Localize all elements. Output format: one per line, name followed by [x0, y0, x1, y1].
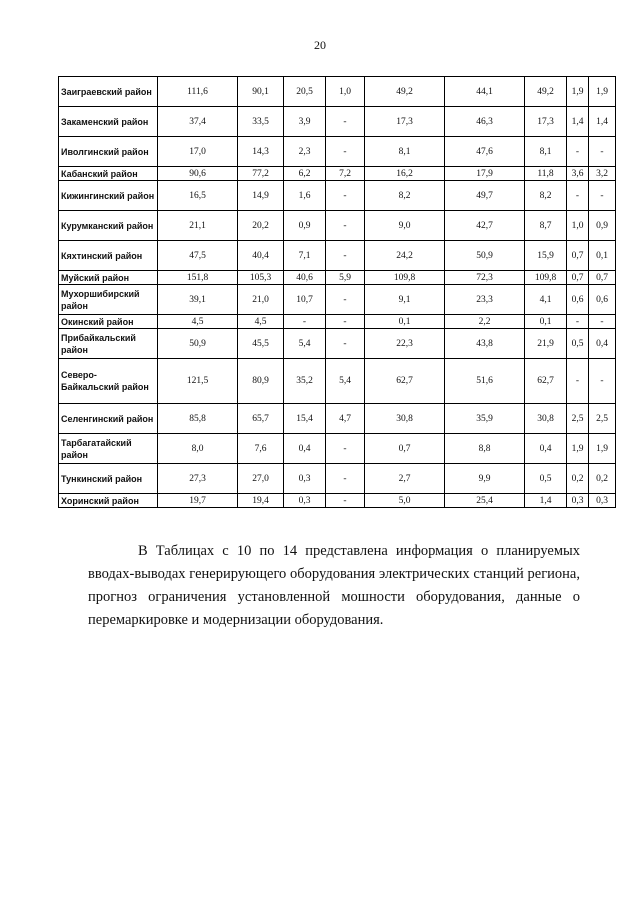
- value-cell: 14,3: [238, 137, 284, 167]
- value-cell: 44,1: [445, 77, 525, 107]
- value-cell: 35,9: [445, 404, 525, 434]
- value-cell: 19,4: [238, 494, 284, 508]
- district-name-cell: Тункинский район: [59, 464, 158, 494]
- value-cell: 0,5: [567, 329, 589, 359]
- district-name-cell: Заиграевский район: [59, 77, 158, 107]
- value-cell: 50,9: [445, 241, 525, 271]
- value-cell: 22,3: [365, 329, 445, 359]
- value-cell: 3,6: [567, 167, 589, 181]
- value-cell: 1,9: [589, 77, 616, 107]
- value-cell: 7,6: [238, 434, 284, 464]
- value-cell: 109,8: [525, 271, 567, 285]
- value-cell: 27,0: [238, 464, 284, 494]
- value-cell: 0,7: [567, 241, 589, 271]
- value-cell: 5,4: [326, 359, 365, 404]
- value-cell: 19,7: [158, 494, 238, 508]
- value-cell: 6,2: [284, 167, 326, 181]
- value-cell: 30,8: [525, 404, 567, 434]
- value-cell: 1,9: [567, 434, 589, 464]
- value-cell: 0,1: [365, 315, 445, 329]
- value-cell: 20,2: [238, 211, 284, 241]
- value-cell: 105,3: [238, 271, 284, 285]
- value-cell: 1,4: [567, 107, 589, 137]
- district-name-cell: Прибайкальский район: [59, 329, 158, 359]
- value-cell: 16,2: [365, 167, 445, 181]
- value-cell: 5,4: [284, 329, 326, 359]
- value-cell: 7,2: [326, 167, 365, 181]
- value-cell: 17,0: [158, 137, 238, 167]
- value-cell: 0,6: [589, 285, 616, 315]
- value-cell: -: [589, 359, 616, 404]
- value-cell: -: [326, 211, 365, 241]
- value-cell: 0,6: [567, 285, 589, 315]
- value-cell: 109,8: [365, 271, 445, 285]
- district-name-cell: Иволгинский район: [59, 137, 158, 167]
- value-cell: 50,9: [158, 329, 238, 359]
- table-row: [59, 315, 616, 329]
- table-row: [59, 434, 616, 464]
- value-cell: 5,9: [326, 271, 365, 285]
- value-cell: -: [567, 315, 589, 329]
- value-cell: 8,1: [525, 137, 567, 167]
- value-cell: -: [589, 181, 616, 211]
- value-cell: 42,7: [445, 211, 525, 241]
- value-cell: 45,5: [238, 329, 284, 359]
- value-cell: 9,0: [365, 211, 445, 241]
- value-cell: 85,8: [158, 404, 238, 434]
- table-row: [59, 77, 616, 107]
- value-cell: 2,2: [445, 315, 525, 329]
- value-cell: 27,3: [158, 464, 238, 494]
- value-cell: 8,1: [365, 137, 445, 167]
- value-cell: 11,8: [525, 167, 567, 181]
- table-row: [59, 107, 616, 137]
- value-cell: 10,7: [284, 285, 326, 315]
- value-cell: 0,9: [284, 211, 326, 241]
- value-cell: 3,2: [589, 167, 616, 181]
- value-cell: 8,7: [525, 211, 567, 241]
- value-cell: -: [326, 494, 365, 508]
- value-cell: 90,1: [238, 77, 284, 107]
- value-cell: -: [567, 359, 589, 404]
- district-name-cell: Муйский район: [59, 271, 158, 285]
- value-cell: -: [326, 107, 365, 137]
- district-name-cell: Окинский район: [59, 315, 158, 329]
- value-cell: 17,9: [445, 167, 525, 181]
- value-cell: 1,6: [284, 181, 326, 211]
- body-paragraph-text: В Таблицах с 10 по 14 представлена информация о планируемых вводах-выводах генерирующего оборудования электрических станций региона, прогноз ограничения установленной мошности оборудования, данные о перемаркировке и модернизации оборудования.: [88, 543, 580, 628]
- value-cell: 0,3: [589, 494, 616, 508]
- value-cell: 30,8: [365, 404, 445, 434]
- value-cell: 0,3: [567, 494, 589, 508]
- value-cell: 2,5: [589, 404, 616, 434]
- district-data-table: [58, 76, 616, 508]
- table-row: [59, 329, 616, 359]
- value-cell: 0,4: [525, 434, 567, 464]
- district-name-cell: Северо-Байкальский район: [59, 359, 158, 404]
- value-cell: 47,6: [445, 137, 525, 167]
- value-cell: -: [567, 181, 589, 211]
- value-cell: 49,2: [365, 77, 445, 107]
- value-cell: 0,2: [589, 464, 616, 494]
- value-cell: 9,1: [365, 285, 445, 315]
- value-cell: 20,5: [284, 77, 326, 107]
- table-row: [59, 271, 616, 285]
- value-cell: 8,2: [365, 181, 445, 211]
- district-name-cell: Кяхтинский район: [59, 241, 158, 271]
- value-cell: 33,5: [238, 107, 284, 137]
- table-row: [59, 137, 616, 167]
- value-cell: 62,7: [525, 359, 567, 404]
- value-cell: 80,9: [238, 359, 284, 404]
- value-cell: 1,9: [567, 77, 589, 107]
- value-cell: 51,6: [445, 359, 525, 404]
- table-row: [59, 404, 616, 434]
- value-cell: 47,5: [158, 241, 238, 271]
- value-cell: 3,9: [284, 107, 326, 137]
- value-cell: 21,9: [525, 329, 567, 359]
- table-row: [59, 464, 616, 494]
- table-row: [59, 241, 616, 271]
- value-cell: 0,4: [284, 434, 326, 464]
- value-cell: 62,7: [365, 359, 445, 404]
- value-cell: -: [326, 329, 365, 359]
- value-cell: 9,9: [445, 464, 525, 494]
- value-cell: 1,0: [567, 211, 589, 241]
- district-name-cell: Кижингинский район: [59, 181, 158, 211]
- page-number: 20: [314, 38, 326, 52]
- table-row: [59, 359, 616, 404]
- value-cell: 0,1: [525, 315, 567, 329]
- value-cell: 7,1: [284, 241, 326, 271]
- value-cell: 0,1: [589, 241, 616, 271]
- value-cell: -: [589, 315, 616, 329]
- value-cell: 21,0: [238, 285, 284, 315]
- value-cell: 40,4: [238, 241, 284, 271]
- value-cell: 24,2: [365, 241, 445, 271]
- value-cell: 111,6: [158, 77, 238, 107]
- body-paragraph: [88, 540, 580, 632]
- value-cell: 2,3: [284, 137, 326, 167]
- value-cell: -: [326, 137, 365, 167]
- value-cell: 8,8: [445, 434, 525, 464]
- value-cell: 46,3: [445, 107, 525, 137]
- table-body: [59, 77, 616, 508]
- value-cell: 40,6: [284, 271, 326, 285]
- value-cell: 8,2: [525, 181, 567, 211]
- table-row: [59, 211, 616, 241]
- district-name-cell: Закаменский район: [59, 107, 158, 137]
- value-cell: 151,8: [158, 271, 238, 285]
- value-cell: 1,0: [326, 77, 365, 107]
- district-name-cell: Курумканский район: [59, 211, 158, 241]
- value-cell: 4,5: [158, 315, 238, 329]
- value-cell: 43,8: [445, 329, 525, 359]
- value-cell: 25,4: [445, 494, 525, 508]
- table-row: [59, 494, 616, 508]
- table-row: [59, 181, 616, 211]
- value-cell: 49,2: [525, 77, 567, 107]
- value-cell: 17,3: [365, 107, 445, 137]
- district-name-cell: Кабанский район: [59, 167, 158, 181]
- value-cell: -: [567, 137, 589, 167]
- value-cell: 8,0: [158, 434, 238, 464]
- value-cell: 4,1: [525, 285, 567, 315]
- value-cell: 14,9: [238, 181, 284, 211]
- value-cell: 1,4: [525, 494, 567, 508]
- value-cell: 16,5: [158, 181, 238, 211]
- value-cell: 5,0: [365, 494, 445, 508]
- value-cell: 0,7: [365, 434, 445, 464]
- value-cell: 15,9: [525, 241, 567, 271]
- district-name-cell: Хоринский район: [59, 494, 158, 508]
- value-cell: 0,7: [589, 271, 616, 285]
- value-cell: -: [589, 137, 616, 167]
- value-cell: 65,7: [238, 404, 284, 434]
- table-row: [59, 167, 616, 181]
- value-cell: 0,4: [589, 329, 616, 359]
- value-cell: 23,3: [445, 285, 525, 315]
- value-cell: 21,1: [158, 211, 238, 241]
- table-row: [59, 285, 616, 315]
- value-cell: -: [326, 434, 365, 464]
- value-cell: 90,6: [158, 167, 238, 181]
- value-cell: 1,4: [589, 107, 616, 137]
- value-cell: 0,9: [589, 211, 616, 241]
- value-cell: -: [326, 181, 365, 211]
- value-cell: 35,2: [284, 359, 326, 404]
- value-cell: 4,5: [238, 315, 284, 329]
- value-cell: 2,7: [365, 464, 445, 494]
- value-cell: -: [326, 315, 365, 329]
- value-cell: 4,7: [326, 404, 365, 434]
- value-cell: 0,3: [284, 464, 326, 494]
- district-name-cell: Тарбагатайский район: [59, 434, 158, 464]
- value-cell: 77,2: [238, 167, 284, 181]
- value-cell: 49,7: [445, 181, 525, 211]
- value-cell: 121,5: [158, 359, 238, 404]
- value-cell: 37,4: [158, 107, 238, 137]
- value-cell: 0,2: [567, 464, 589, 494]
- value-cell: 15,4: [284, 404, 326, 434]
- district-name-cell: Мухоршибирский район: [59, 285, 158, 315]
- value-cell: 0,5: [525, 464, 567, 494]
- value-cell: 72,3: [445, 271, 525, 285]
- value-cell: -: [326, 464, 365, 494]
- value-cell: 0,3: [284, 494, 326, 508]
- value-cell: -: [326, 241, 365, 271]
- value-cell: 17,3: [525, 107, 567, 137]
- value-cell: -: [284, 315, 326, 329]
- value-cell: 2,5: [567, 404, 589, 434]
- value-cell: 1,9: [589, 434, 616, 464]
- value-cell: 39,1: [158, 285, 238, 315]
- value-cell: -: [326, 285, 365, 315]
- value-cell: 0,7: [567, 271, 589, 285]
- district-name-cell: Селенгинский район: [59, 404, 158, 434]
